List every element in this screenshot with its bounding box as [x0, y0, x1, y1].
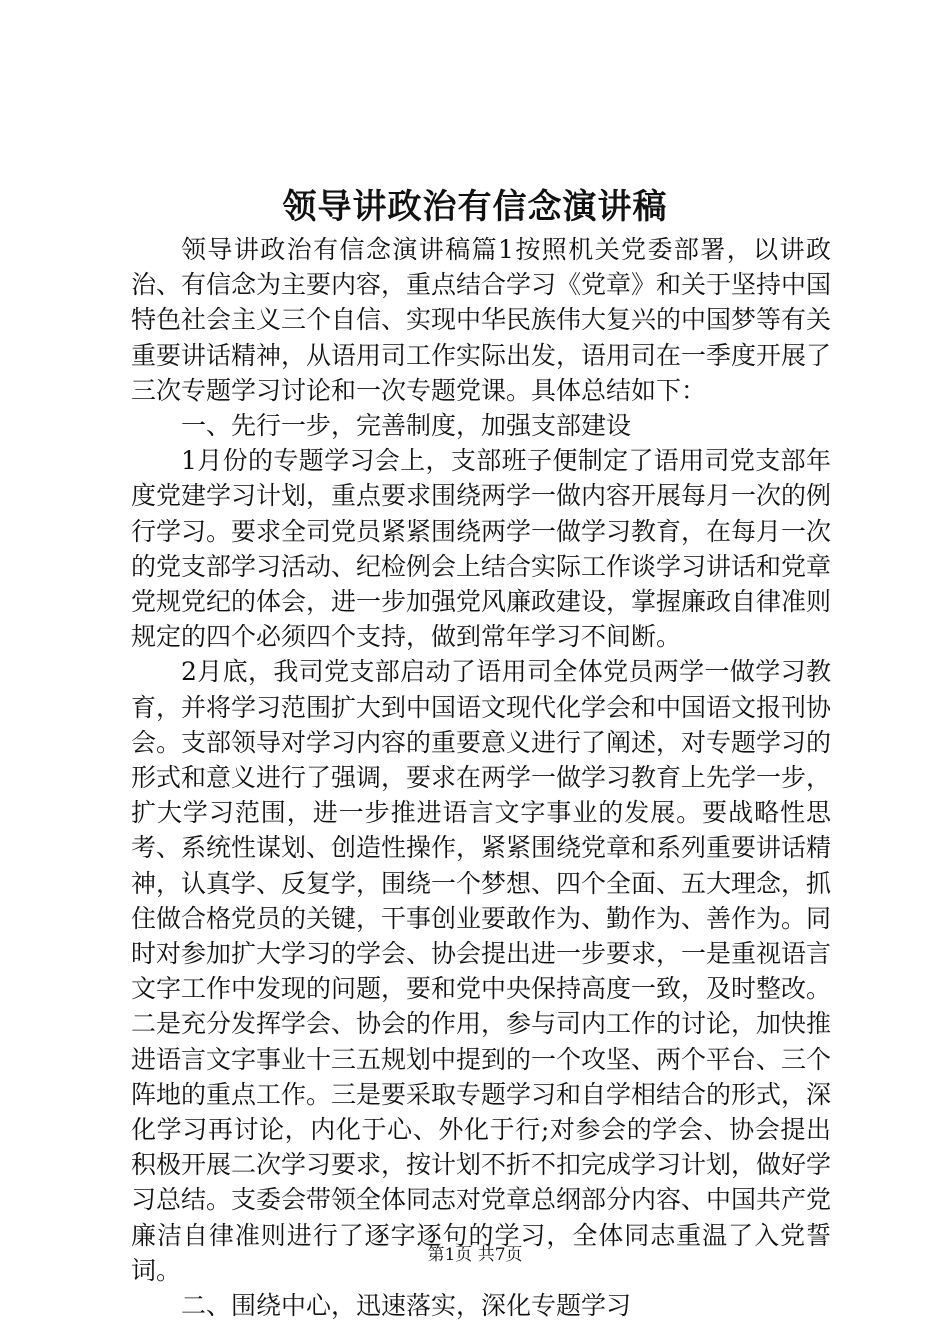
paragraph-intro: 领导讲政治有信念演讲稿篇1按照机关党委部署，以讲政治、有信念为主要内容，重点结合学习《党章》和关于坚持中国特色社会主义三个自信、实现中华民族伟大复兴的中国梦等有关重要讲话精神，从语用司工作实际出发，语用司在一季度开展了三次专题学习讨论和一次专题党课。具体总结如下：	[131, 235, 832, 405]
document-body	[131, 232, 831, 1323]
paragraph-february: 2月底，我司党支部启动了语用司全体党员两学一做学习教育，并将学习范围扩大到中国语文现代化学会和中国语文报刊协会。支部领导对学习内容的重要意义进行了阐述，对专题学习的形式和意义进行了强调，要求在两学一做学习教育上先学一步，扩大学习范围，进一步推进语言文字事业的发展。要战略性思考、系统性谋划、创造性操作，紧紧围绕党章和系列重要讲话精神，认真学、反复学，围绕一个梦想、四个全面、五大理念，抓住做合格党员的关键，干事创业要敢作为、勤作为、善作为。同时对参加扩大学习的学会、协会提出进一步要求，一是重视语言文字工作中发现的问题，要和党中央保持高度一致，及时整改。二是充分发挥学会、协会的作用，参与司内工作的讨论，加快推进语言文字事业十三五规划中提到的一个攻坚、两个平台、三个阵地的重点工作。三是要采取专题学习和自学相结合的形式，深化学习再讨论，内化于心、外化于行;对参会的学会、协会提出积极开展二次学习要求，按计划不折不扣完成学习计划，做好学习总结。支委会带领全体同志对党章总纲部分内容、中国共产党廉洁自律准则进行了逐字逐句的学习，全体同志重温了入党誓词。	[131, 657, 832, 1285]
page-footer: 第1页 共7页	[427, 1245, 523, 1265]
document-title: 领导讲政治有信念演讲稿	[282, 187, 668, 227]
section-heading-1: 一、先行一步，完善制度，加强支部建设	[181, 411, 632, 441]
paragraph-january: 1月份的专题学习会上，支部班子便制定了语用司党支部年度党建学习计划，重点要求围绕两学一做内容开展每月一次的例行学习。要求全司党员紧紧围绕两学一做学习教育，在每月一次的党支部学习活动、纪检例会上结合实际工作谈学习讲话和党章党规党纪的体会，进一步加强党风廉政建设，掌握廉政自律准则规定的四个必须四个支持，做到常年学习不间断。	[131, 446, 832, 652]
section-heading-2: 二、围绕中心，迅速落实，深化专题学习	[181, 1291, 632, 1321]
